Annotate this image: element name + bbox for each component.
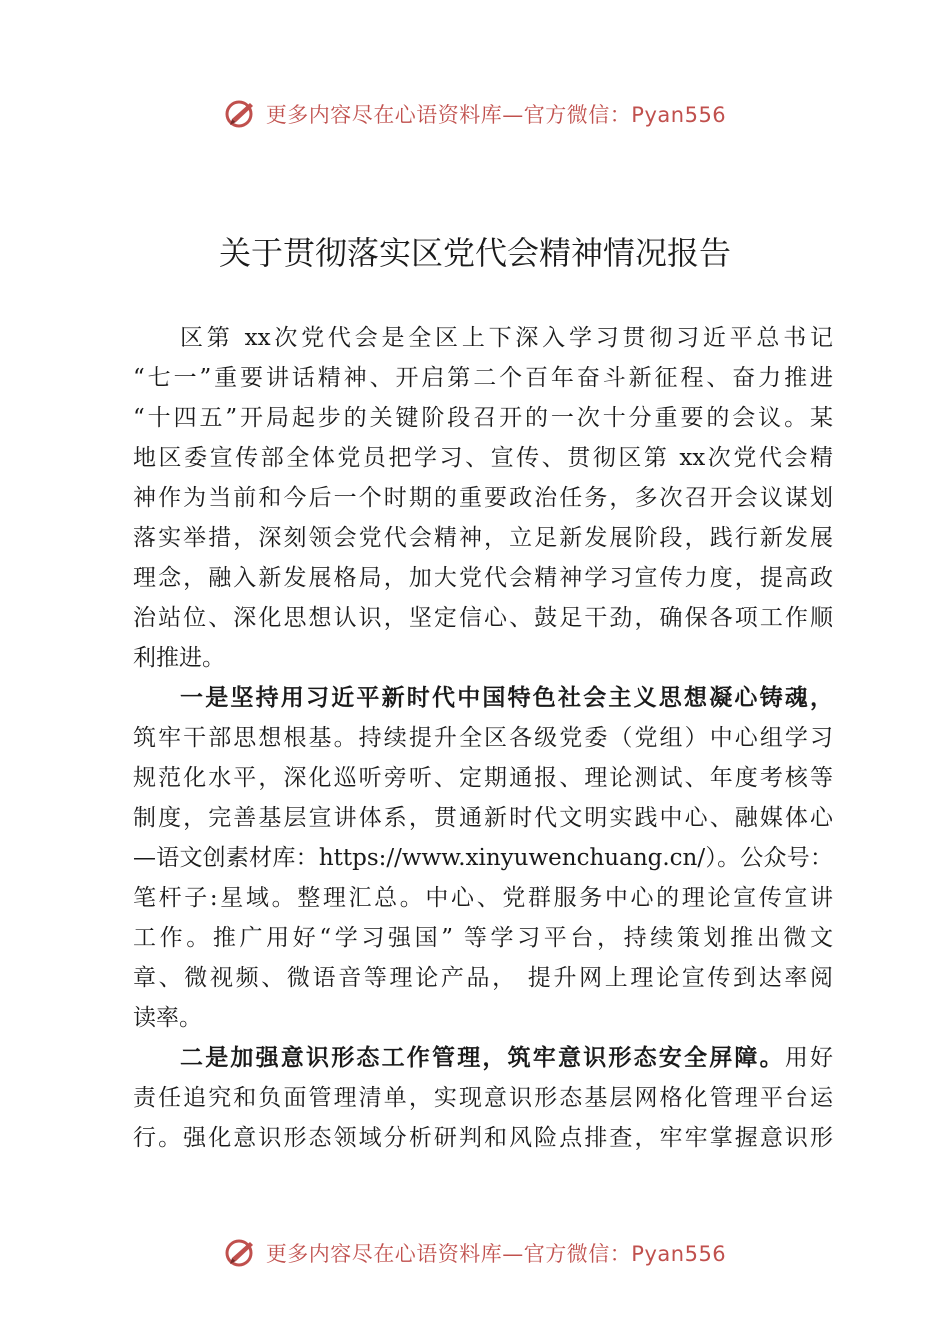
- document-title: 关于贯彻落实区党代会精神情况报告: [218, 234, 731, 272]
- paragraph-1-line: 神作为当前和今后一个时期的重要政治任务，多次召开会议谋划: [133, 485, 833, 511]
- paragraph-1-line: 理念，融入新发展格局，加大党代会精神学习宣传力度，提高政: [133, 565, 833, 591]
- paragraph-1-line: 区第 xx次党代会是全区上下深入学习贯彻习近平总书记: [180, 325, 833, 351]
- header-banner: [0, 94, 950, 134]
- paragraph-2-heading: 一是坚持用习近平新时代中国特色社会主义思想凝心铸魂，: [180, 684, 833, 711]
- paragraph-3-line: 行。强化意识形态领域分析研判和风险点排查，牢牢掌握意识形: [133, 1125, 833, 1151]
- paragraph-1-line: 利推进。: [133, 645, 225, 671]
- paragraph-2-line: 读率。: [133, 1005, 202, 1031]
- paragraph-2-line: 制度，完善基层宣讲体系，贯通新时代文明实践中心、融媒体心: [133, 805, 833, 831]
- paragraph-2-line: —语文创素材库：https://www.xinyuwenchuang.cn/）。公众号：: [133, 845, 833, 871]
- pen-logo-icon: [224, 97, 258, 131]
- header-banner-text: 更多内容尽在心语资料库—官方微信：Pyan556: [265, 103, 727, 127]
- footer-banner: [0, 1233, 950, 1273]
- paragraph-2-line: 章、微视频、微语音等理论产品， 提升网上理论宣传到达率阅: [133, 965, 833, 991]
- paragraph-3-heading-line: [180, 1038, 833, 1078]
- paragraph-1-line: “十四五”开局起步的关键阶段召开的一次十分重要的会议。某: [133, 405, 833, 431]
- paragraph-3-heading-tail: 用好: [784, 1045, 833, 1071]
- footer-banner-text: 更多内容尽在心语资料库—官方微信：Pyan556: [265, 1242, 727, 1266]
- paragraph-1-line: “七一”重要讲话精神、开启第二个百年奋斗新征程、奋力推进: [133, 365, 833, 391]
- paragraph-1-line: 落实举措，深刻领会党代会精神，立足新发展阶段，践行新发展: [133, 525, 833, 551]
- paragraph-2-line: 筑牢干部思想根基。持续提升全区各级党委（党组）中心组学习: [133, 725, 833, 751]
- paragraph-2-line: 笔杆子:星域。整理汇总。中心、党群服务中心的理论宣传宣讲: [133, 885, 833, 911]
- paragraph-2-line: 工作。推广用好“学习强国” 等学习平台，持续策划推出微文: [133, 925, 833, 951]
- paragraph-2-line: 规范化水平，深化巡听旁听、定期通报、理论测试、年度考核等: [133, 765, 833, 791]
- paragraph-3-line: 责任追究和负面管理清单，实现意识形态基层网格化管理平台运: [133, 1085, 833, 1111]
- paragraph-3-heading: 二是加强意识形态工作管理，筑牢意识形态安全屏障。: [180, 1044, 785, 1071]
- paragraph-1-line: 地区委宣传部全体党员把学习、宣传、贯彻区第 xx次党代会精: [133, 445, 833, 471]
- paragraph-1-line: 治站位、深化思想认识，坚定信心、鼓足干劲，确保各项工作顺: [133, 605, 833, 631]
- pen-logo-icon: [224, 1236, 258, 1270]
